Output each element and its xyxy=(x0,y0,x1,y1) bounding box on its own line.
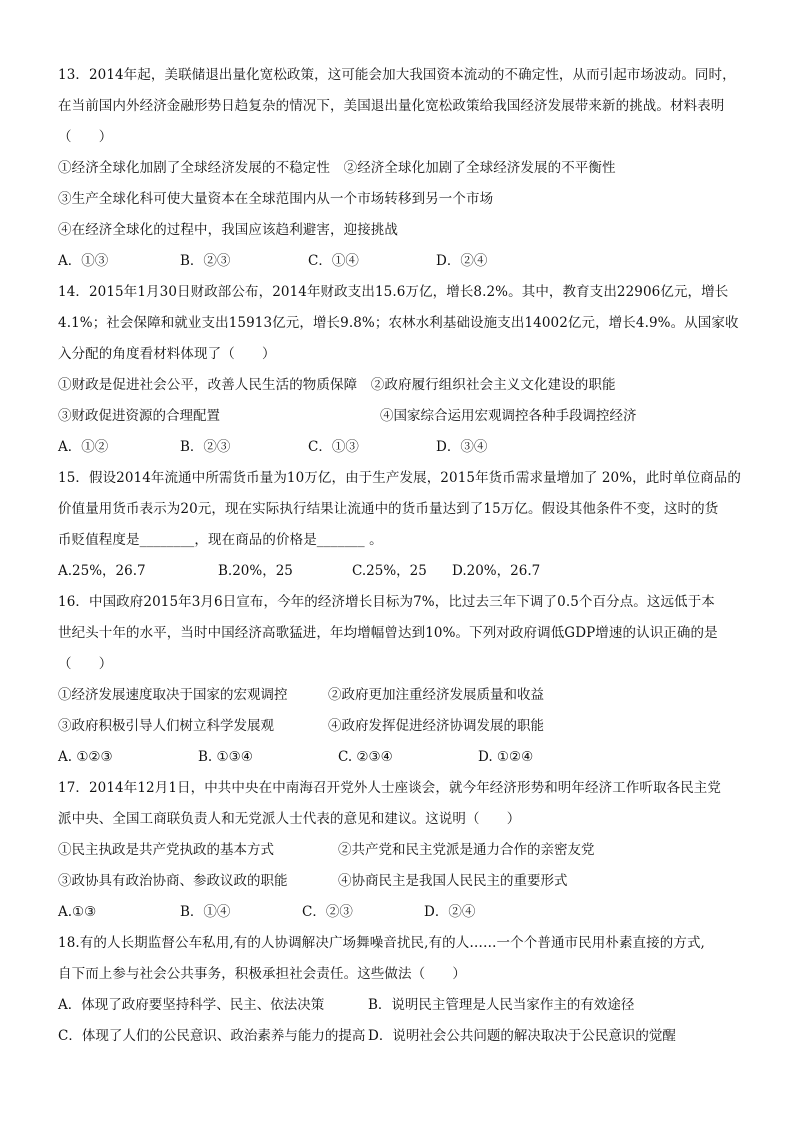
statement-row xyxy=(58,401,748,432)
question-15 xyxy=(58,463,748,587)
question-13 xyxy=(58,60,748,277)
question-stem: 17．2014年12月1日，中共中央在中南海召开党外人士座谈会，就今年经济形势和明年经济工作听取各民主党 xyxy=(58,780,722,796)
statement-row xyxy=(58,835,748,866)
statement: ①经济发展速度取决于国家的宏观调控 xyxy=(58,687,288,703)
statement: ④政府发挥促进经济协调发展的职能 xyxy=(328,718,544,734)
question-14 xyxy=(58,277,748,463)
statement-row xyxy=(58,680,748,711)
options-row xyxy=(58,556,748,587)
question-stem: 16．中国政府2015年3月6日宣布，今年的经济增长目标为7%，比过去三年下调了0.5个百分点。这远低于本 xyxy=(58,594,715,610)
statement: ①经济全球化加剧了全球经济发展的不稳定性 ②经济全球化加剧了全球经济发展的不平衡性 xyxy=(58,160,616,176)
statement: ①财政是促进社会公平，改善人民生活的物质保障 ②政府履行组织社会主义文化建设的职能 xyxy=(58,377,616,393)
statement: ②共产党和民主党派是通力合作的亲密友党 xyxy=(338,842,595,858)
option-d[interactable]: D．②④ xyxy=(424,904,476,920)
question-stem: 币贬值程度是________，现在商品的价格是_______ 。 xyxy=(58,532,383,548)
option-c[interactable]: C．体现了人们的公民意识、政治素养与能力的提高 xyxy=(58,1028,366,1044)
option-c[interactable]: C．①④ xyxy=(308,253,359,269)
options-row xyxy=(58,1021,748,1052)
question-stem: 4.1%；社会保障和就业支出15913亿元，增长9.8%；农林水利基础设施支出14002亿元，增长4.9%。从国家收 xyxy=(58,315,739,331)
option-c[interactable]: C．①③ xyxy=(308,439,359,455)
options-row xyxy=(58,990,748,1021)
question-stem: 15．假设2014年流通中所需货币量为10万亿，由于生产发展，2015年货币需求量增加了 20%，此时单位商品的 xyxy=(58,470,741,486)
statement: ④在经济全球化的过程中，我国应该趋利避害，迎接挑战 xyxy=(58,222,398,238)
options-row xyxy=(58,742,748,773)
question-stem: 入分配的角度看材料体现了（ ） xyxy=(58,346,276,362)
statement: ③生产全球化科可使大量资本在全球范围内从一个市场转移到另一个市场 xyxy=(58,191,494,207)
option-b[interactable]: B．说明民主管理是人民当家作主的有效途径 xyxy=(368,997,635,1013)
question-17 xyxy=(58,773,748,928)
answer-bracket: （ ） xyxy=(58,656,113,672)
question-stem: 在当前国内外经济金融形势日趋复杂的情况下，美国退出量化宽松政策给我国经济发展带来新的挑战。材料表明 xyxy=(58,98,725,114)
statement: ①民主执政是共产党执政的基本方式 xyxy=(58,842,274,858)
question-stem: 派中央、全国工商联负责人和无党派人士代表的意见和建议。这说明（ ） xyxy=(58,811,521,827)
statement: ②政府更加注重经济发展质量和收益 xyxy=(328,687,544,703)
option-b[interactable]: B．②③ xyxy=(180,253,231,269)
option-b[interactable]: B．①④ xyxy=(180,904,231,920)
option-c[interactable]: C. ②③④ xyxy=(338,749,393,765)
options-row xyxy=(58,432,748,463)
options-row xyxy=(58,246,748,277)
option-a[interactable]: A．①② xyxy=(58,439,109,455)
question-16 xyxy=(58,587,748,773)
option-d[interactable]: D.20%，26.7 xyxy=(452,563,541,579)
question-18 xyxy=(58,928,748,1052)
option-d[interactable]: D．②④ xyxy=(436,253,488,269)
question-stem: 自下而上参与社会公共事务，积极承担社会责任。这些做法（ ） xyxy=(58,966,466,982)
option-a[interactable]: A．体现了政府要坚持科学、民主、依法决策 xyxy=(58,997,325,1013)
statement: ④协商民主是我国人民民主的重要形式 xyxy=(338,873,568,889)
option-a[interactable]: A. ①②③ xyxy=(58,749,113,765)
option-d[interactable]: D．③④ xyxy=(436,439,488,455)
option-a[interactable]: A.①③ xyxy=(58,904,97,920)
option-c[interactable]: C.25%，25 xyxy=(352,563,427,579)
option-b[interactable]: B. ①③④ xyxy=(198,749,253,765)
option-a[interactable]: A．①③ xyxy=(58,253,109,269)
option-d[interactable]: D. ①②④ xyxy=(478,749,534,765)
question-stem: 18.有的人长期监督公车私用,有的人协调解决广场舞噪音扰民,有的人……一个个普通市民用朴素直接的方式, xyxy=(58,935,705,951)
statement: ④国家综合运用宏观调控各种手段调控经济 xyxy=(380,408,637,424)
question-stem: 14．2015年1月30日财政部公布，2014年财政支出15.6万亿，增长8.2%。其中，教育支出22906亿元，增长 xyxy=(58,284,729,300)
option-b[interactable]: B.20%，25 xyxy=(218,563,293,579)
question-stem: 价值量用货币表示为20元，现在实际执行结果让流通中的货币量达到了15万亿。假设其他条件不变，这时的货 xyxy=(58,501,719,517)
question-stem: 13．2014年起，美联储退出量化宽松政策，这可能会加大我国资本流动的不确定性，从而引起市场波动。同时， xyxy=(58,67,736,83)
options-row xyxy=(58,897,748,928)
option-d[interactable]: D．说明社会公共问题的解决取决于公民意识的觉醒 xyxy=(368,1028,676,1044)
statement-row xyxy=(58,711,748,742)
statement-row xyxy=(58,866,748,897)
question-stem: 世纪头十年的水平，当时中国经济高歌猛进，年均增幅曾达到10%。下列对政府调低GDP增速的认识正确的是 xyxy=(58,625,718,641)
statement: ③政府积极引导人们树立科学发展观 xyxy=(58,718,274,734)
answer-bracket: （ ） xyxy=(58,129,113,145)
statement: ③财政促进资源的合理配置 xyxy=(58,408,220,424)
option-c[interactable]: C．②③ xyxy=(302,904,353,920)
option-b[interactable]: B．②③ xyxy=(180,439,231,455)
option-a[interactable]: A.25%，26.7 xyxy=(58,563,146,579)
statement: ③政协具有政治协商、参政议政的职能 xyxy=(58,873,288,889)
